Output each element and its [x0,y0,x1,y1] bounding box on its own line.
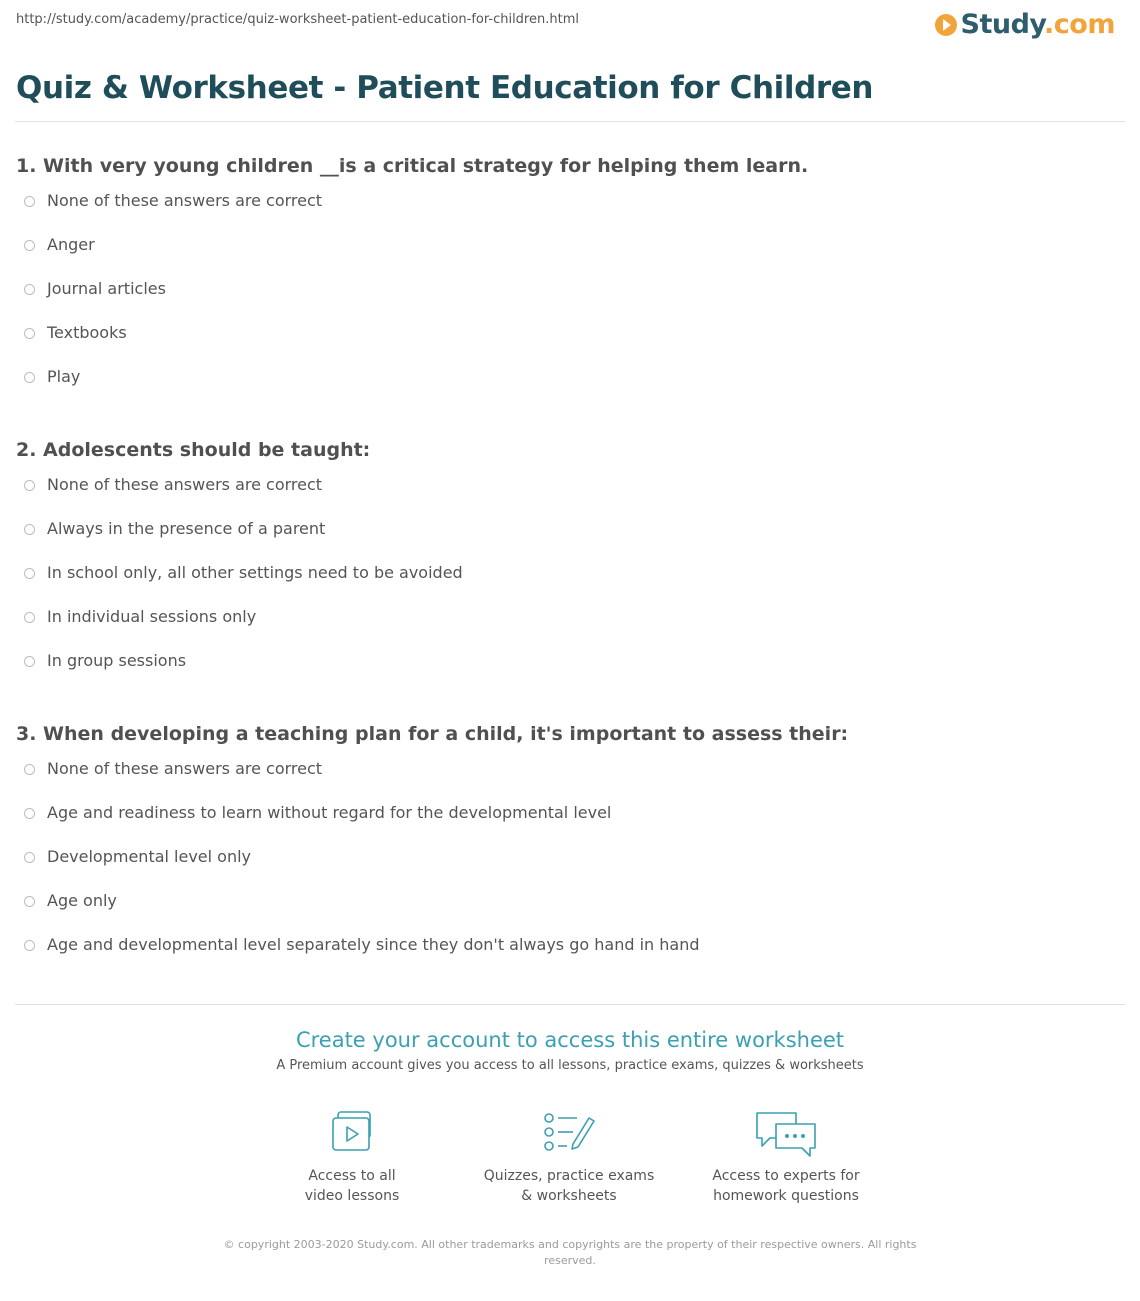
answer-label: Age and developmental level separately since they don't always go hand in hand [47,935,700,954]
answer-label: In school only, all other settings need to be avoided [47,563,463,582]
answer-label: Anger [47,235,95,254]
title-divider [15,121,1125,122]
answer-option[interactable] [16,759,1116,803]
play-logo-icon [935,14,957,36]
chat-bubbles-icon [754,1110,818,1158]
question-text: 3. When developing a teaching plan for a child, it's important to assess their: [16,723,849,745]
answer-list [16,475,1116,695]
answer-option[interactable] [16,367,1116,411]
answer-option[interactable] [16,323,1116,367]
answer-label: Developmental level only [47,847,252,866]
feature-quizzes [469,1110,669,1206]
answer-option[interactable] [16,519,1116,563]
answer-option[interactable] [16,279,1116,323]
radio-button[interactable] [24,612,35,623]
radio-button[interactable] [24,372,35,383]
radio-button[interactable] [24,940,35,951]
feature-experts [686,1110,886,1206]
cta-divider [15,1004,1125,1005]
feature-label-line1: Access to experts for [712,1168,860,1184]
copyright-notice: © copyright 2003-2020 Study.com. All other trademarks and copyrights are the property of their respective owners. All rights reserved. [223,1238,917,1267]
answer-list [16,191,1116,411]
logo-name: Study [960,9,1045,40]
page-url: http://study.com/academy/practice/quiz-worksheet-patient-education-for-children.html [16,12,579,27]
answer-label: None of these answers are correct [47,759,323,778]
answer-label: Always in the presence of a parent [47,519,326,538]
answer-option[interactable] [16,607,1116,651]
feature-label-line1: Access to all [308,1168,396,1184]
answer-label: None of these answers are correct [47,191,323,210]
study-logo[interactable] [935,9,1115,40]
radio-button[interactable] [24,240,35,251]
answer-label: Textbooks [47,323,127,342]
quiz-checklist-icon [537,1110,601,1158]
page-title: Quiz & Worksheet - Patient Education for Children [16,70,874,106]
radio-button[interactable] [24,284,35,295]
answer-label: Journal articles [47,279,166,298]
answer-label: None of these answers are correct [47,475,323,494]
feature-label-line2: video lessons [304,1188,400,1204]
radio-button[interactable] [24,896,35,907]
answer-label: In individual sessions only [47,607,257,626]
logo-text [961,9,1115,40]
create-account-link[interactable]: Create your account to access this entire worksheet [295,1028,845,1052]
answer-option[interactable] [16,847,1116,891]
question-3 [16,723,1116,979]
question-2 [16,439,1116,695]
answer-label: Age and readiness to learn without regard for the developmental level [47,803,612,822]
answer-label: Play [47,367,81,386]
cta-subtitle: A Premium account gives you access to all lessons, practice exams, quizzes & worksheets [276,1058,864,1073]
feature-label-line2: homework questions [713,1188,859,1204]
answer-option[interactable] [16,475,1116,519]
question-text: 1. With very young children __is a critical strategy for helping them learn. [16,155,809,177]
question-text: 2. Adolescents should be taught: [16,439,371,461]
radio-button[interactable] [24,196,35,207]
radio-button[interactable] [24,328,35,339]
answer-label: In group sessions [47,651,187,670]
radio-button[interactable] [24,480,35,491]
feature-label-line1: Quizzes, practice exams [483,1168,655,1184]
radio-button[interactable] [24,808,35,819]
radio-button[interactable] [24,524,35,535]
radio-button[interactable] [24,656,35,667]
question-1 [16,155,1116,411]
answer-option[interactable] [16,891,1116,935]
answer-option[interactable] [16,803,1116,847]
answer-option[interactable] [16,563,1116,607]
answer-option[interactable] [16,651,1116,695]
answer-option[interactable] [16,191,1116,235]
radio-button[interactable] [24,764,35,775]
answer-label: Age only [47,891,117,910]
answer-option[interactable] [16,235,1116,279]
logo-suffix: .com [1044,9,1115,40]
video-lesson-icon [320,1110,384,1158]
answer-option[interactable] [16,935,1116,979]
radio-button[interactable] [24,568,35,579]
answer-list [16,759,1116,979]
feature-video-lessons [252,1110,452,1206]
feature-label-line2: & worksheets [521,1188,617,1204]
radio-button[interactable] [24,852,35,863]
